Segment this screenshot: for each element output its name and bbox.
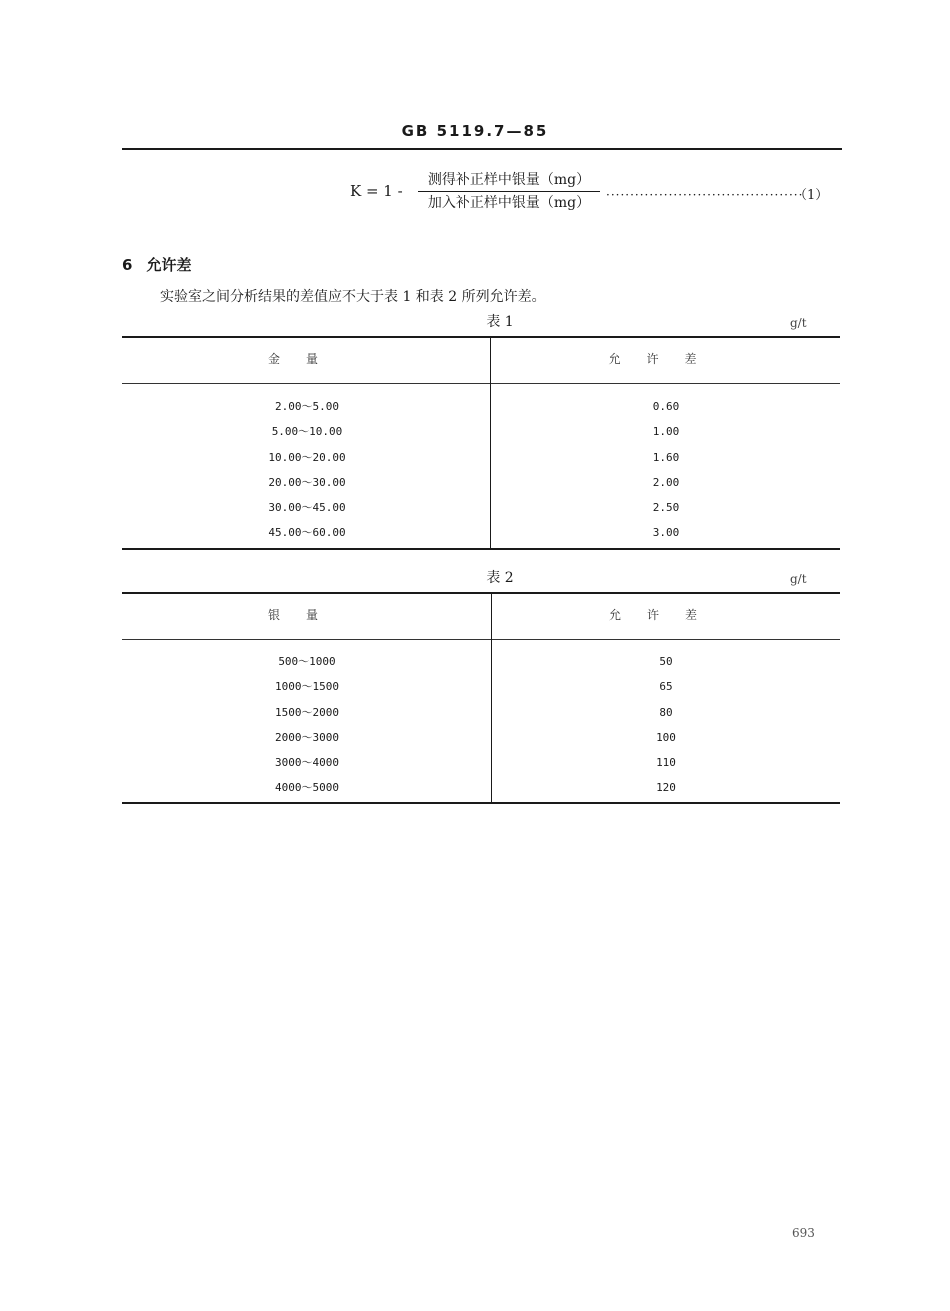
table-cell: 30.00～45.00 — [268, 501, 346, 515]
table-cell: 1.00 — [652, 425, 680, 439]
table-row — [122, 394, 840, 419]
table-row — [122, 520, 840, 545]
table-row — [122, 419, 840, 444]
table-cell: 500～1000 — [278, 655, 336, 668]
table-cell: 2.50 — [652, 501, 680, 515]
table-row — [122, 775, 840, 800]
table2-body — [122, 649, 840, 801]
table-cell: 80 — [659, 705, 673, 719]
table2-bottom-rule — [122, 802, 840, 804]
section-paragraph: 实验室之间分析结果的差值应不大于表 1 和表 2 所列允许差。 — [160, 289, 546, 305]
table1-unit: g/t — [790, 316, 807, 330]
table1-header-col1: 金量 — [267, 352, 344, 366]
table-row — [122, 725, 840, 750]
equation-number: （1） — [794, 188, 829, 203]
table-cell: 50 — [659, 655, 673, 668]
table1-caption: 表 1 — [486, 314, 514, 330]
formula — [350, 170, 840, 220]
table-cell: 20.00～30.00 — [268, 475, 346, 489]
table-cell: 2.00～5.00 — [275, 400, 339, 413]
table1-bottom-rule — [122, 548, 840, 550]
section-title: 允许差 — [146, 256, 192, 274]
table-cell: 100 — [656, 730, 676, 744]
table2-caption: 表 2 — [486, 570, 514, 586]
table-cell: 0.60 — [652, 400, 680, 413]
table-row — [122, 495, 840, 520]
formula-fraction — [418, 170, 600, 213]
table-cell: 2000～3000 — [275, 730, 339, 744]
dot-leader: ········································· — [606, 188, 804, 202]
formula-numerator: 测得补正样中银量（mg） — [427, 172, 591, 188]
table2-unit: g/t — [790, 572, 807, 586]
table1-body — [122, 394, 840, 546]
document-code: GB 5119.7—85 — [401, 122, 549, 140]
fraction-bar — [418, 191, 600, 192]
table-cell: 1.60 — [652, 450, 680, 464]
table-row — [122, 700, 840, 725]
table-cell: 10.00～20.00 — [268, 450, 346, 464]
table-cell: 4000～5000 — [275, 781, 339, 795]
table1-header-col2: 允许差 — [608, 352, 723, 366]
table1-header-rule — [122, 383, 840, 384]
table1-top-rule — [122, 336, 840, 338]
table-row — [122, 750, 840, 775]
table2-header-col2: 允许差 — [608, 608, 723, 622]
table-cell: 1000～1500 — [275, 680, 339, 694]
table-cell: 120 — [656, 781, 676, 795]
page-number: 693 — [792, 1226, 815, 1240]
table2-header-rule — [122, 639, 840, 640]
table-cell: 5.00～10.00 — [271, 425, 343, 439]
table-cell: 3.00 — [652, 526, 680, 540]
formula-lhs: K = 1 - — [350, 182, 403, 200]
header-rule — [122, 148, 842, 150]
table-cell: 110 — [656, 756, 676, 770]
table-cell: 3000～4000 — [275, 756, 339, 770]
table-row — [122, 649, 840, 674]
table2-header-col1: 银量 — [267, 608, 344, 622]
table-cell: 45.00～60.00 — [268, 526, 346, 540]
section-number: 6 — [122, 256, 133, 274]
formula-denominator: 加入补正样中银量（mg） — [427, 195, 591, 211]
table-cell: 65 — [659, 680, 673, 694]
table-cell: 2.00 — [652, 475, 680, 489]
section-heading — [122, 254, 191, 275]
table2-top-rule — [122, 592, 840, 594]
table-row — [122, 674, 840, 699]
table-cell: 1500～2000 — [275, 705, 339, 719]
table-row — [122, 445, 840, 470]
table-row — [122, 470, 840, 495]
